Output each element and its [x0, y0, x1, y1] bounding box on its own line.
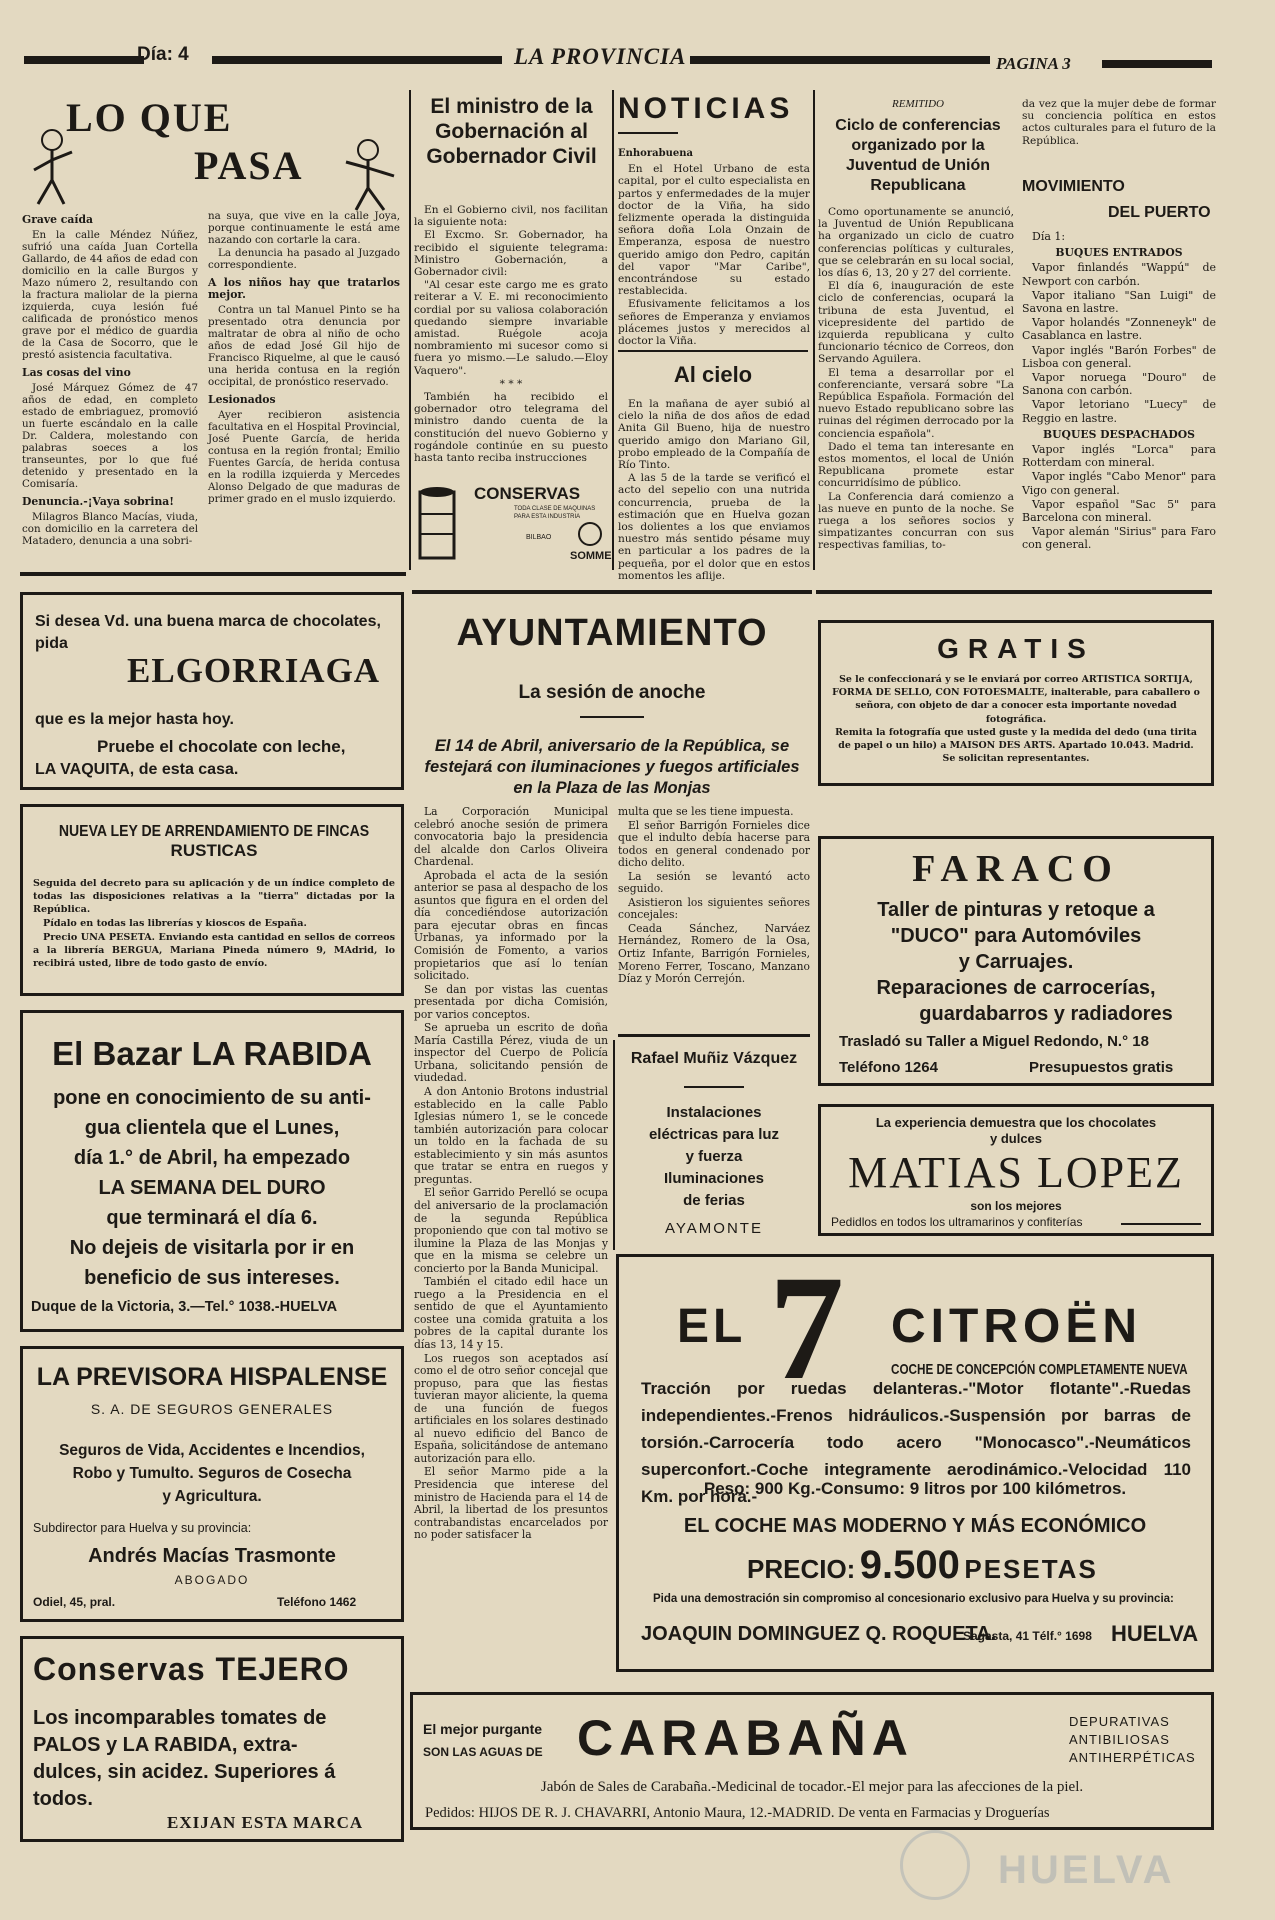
movimiento-body [1022, 230, 1216, 553]
header-day: Día: 4 [137, 44, 189, 65]
gratis-title: GRATIS [937, 633, 1095, 664]
ayuntamiento-para: La sesión se levantó acto seguido. [618, 869, 810, 896]
citroen-pida: Pida una demostración sin compromiso al concesionario exclusivo para Huelva y su provincia: [653, 1593, 1174, 1605]
huelva-watermark: HUELVA [998, 1848, 1175, 1892]
conservas-line: PARA ESTA INDUSTRIA [514, 514, 581, 520]
al-cielo-title: Al cielo [673, 362, 753, 387]
faraco-line: guardabarros y radiadores [919, 1003, 1173, 1025]
matias-line: Pedidlos en todos los ultramarinos y confiterías [831, 1215, 1083, 1229]
ayuntamiento-para: Los ruegos son aceptados así como el de otro señor concejal que propuso, para que las fiestas tuvieran mayor aliciente, la quema de una función de fuegos artificiales en los solares destinado al nuevo edificio del Banco de España, solicitándose de antemano autorización para ello. [414, 1351, 608, 1465]
bazar-line: beneficio de sus intereses. [84, 1267, 340, 1289]
lo-que-pasa-title-2: PASA [194, 143, 304, 188]
conservas-city: BILBAO [526, 534, 552, 541]
bazar-line: pone en conocimiento de su anti- [53, 1087, 371, 1109]
previsora-address: Odiel, 45, pral. [33, 1595, 116, 1609]
previsora-name: Andrés Macías Trasmonte [88, 1545, 336, 1567]
previsora-line: Seguros de Vida, Accidentes e Incendios, [59, 1442, 365, 1459]
carabana-line: SON LAS AGUAS DE [423, 1745, 543, 1759]
noticias-body [618, 148, 810, 348]
nueva-ley-title-1: NUEVA LEY DE ARRENDAMIENTO DE FINCAS [58, 823, 370, 840]
munoz-line: Instalaciones [666, 1104, 762, 1121]
citroen-sub: COCHE DE CONCEPCIÓN COMPLETAMENTE NUEVA [891, 1361, 1188, 1378]
munoz-ad [618, 1044, 810, 1244]
bazar-lines [23, 1083, 401, 1293]
tin-can-icon [414, 484, 462, 564]
ship-entry: Vapor inglés "Lorca" para Rotterdam con mineral. [1022, 443, 1216, 470]
carabana-r: DEPURATIVAS [1069, 1714, 1170, 1729]
faraco-line: Taller de pinturas y retoque a [877, 899, 1155, 921]
matias-line: son los mejores [970, 1199, 1062, 1213]
underline [1121, 1223, 1201, 1225]
ayuntamiento-para: También el citado edil hace un ruego a la Presidencia en el sentido de que el Ayuntamiento costee una comida gratuita a los pobres de la capital durante los días 13, 14 y 15. [414, 1275, 608, 1351]
gratis-text: Se le confeccionará y se le enviará por correo ARTISTICA SORTIJA, FORMA DE SELLO, CON FOTOESMALTE, inalterable, para caballero o señora, con objeto de dar a conocer esta importante novedad fotográfica. [832, 674, 1200, 725]
header-rule-right [1102, 60, 1212, 68]
carabana-brand: CARABAÑA [577, 1710, 914, 1766]
citroen-precio-value: 9.500 [859, 1543, 960, 1587]
cartoon-figures-icon [24, 120, 84, 210]
previsora-abogado: ABOGADO [174, 1573, 250, 1587]
carabana-jabon: Jabón de Sales de Carabaña.-Medicinal de tocador.-El mejor para las afecciones de la piel. [540, 1779, 1084, 1795]
column-rule [409, 90, 411, 570]
lo-que-pasa-col-1 [22, 208, 198, 548]
conservas-title: CONSERVAS [474, 484, 581, 503]
elgorriaga-line: Si desea Vd. una buena marca de chocolates, pida [35, 613, 381, 652]
previsora-line: Robo y Tumulto. Seguros de Cosecha [72, 1465, 352, 1482]
item-heading: Las cosas del vino [22, 366, 131, 379]
bazar-title: El Bazar LA RABIDA [52, 1035, 372, 1072]
column-rule [612, 90, 614, 570]
item-text: na suya, que vive en la calle Joya, porque continuamente le está ame nazando con cortarle la cara. [208, 210, 400, 246]
ministro-para: También ha recibido el gobernador otro telegrama del ministro dando cuenta de la constitución del nuevo Gobierno y rogándole continúe en su puesto hasta tanto reciba instrucciones [414, 391, 608, 465]
citroen-precio [747, 1543, 1207, 1588]
tejero-line: PALOS y LA RABIDA, extra- [33, 1734, 298, 1756]
faraco-lines [821, 897, 1211, 1027]
ciclo-title: Ciclo de conferencias organizado por la Juventud de Unión Republicana [835, 117, 1001, 194]
stars: * * * [499, 377, 523, 390]
movimiento-dia: Día 1: [1032, 230, 1066, 243]
faraco-line: Reparaciones de carrocerías, [876, 977, 1156, 999]
matias-line: La experiencia demuestra que los chocolates [875, 1115, 1157, 1130]
nueva-ley-body [33, 877, 395, 971]
bazar-address: Duque de la Victoria, 3.—Tel.° 1038.-HUELVA [31, 1299, 338, 1315]
ayuntamiento-para: Aprobada el acta de la sesión anterior se pasa al despacho de los asuntos que figura en el orden del día concediéndose autorización para ejecutar obras en fincas Urbanas, ya informado por la Comisión de Fomento, a varios propietarios que así lo tenían solicitado. [414, 868, 608, 983]
citroen-precio-label: PRECIO: [747, 1554, 856, 1584]
column-rule [813, 90, 815, 570]
faraco-title: FARACO [912, 848, 1120, 890]
previsora-subtitle: S. A. DE SEGUROS GENERALES [90, 1401, 334, 1417]
movimiento-title-1: MOVIMIENTO [1022, 178, 1125, 195]
nueva-ley-text: Pídalo en todas las librerías y kioscos de España. [43, 918, 307, 929]
section-rule [412, 590, 812, 594]
cartoon-figures-right-icon [338, 132, 404, 212]
ministro-para: El Excmo. Sr. Gobernador, ha recibido el siguiente telegrama: Ministro Gobernación, a Gobernador civil: [414, 229, 608, 279]
ciclo-para: El día 6, inauguración de este ciclo de conferencias, ocupará la tribuna de esta Juventud, el vicepresidente del partido de izquierda republicana y culto funcionario técnico de Correos, don Servando Aguilera. [818, 280, 1014, 366]
faraco-address: Trasladó su Taller a Miguel Redondo, N.° 18 [839, 1033, 1149, 1050]
al-cielo-body [618, 398, 810, 583]
ship-entry: Vapor noruega "Douro" de Sanona con carbón. [1022, 371, 1216, 398]
ship-entry: Vapor inglés "Cabo Menor" para Vigo con general. [1022, 470, 1216, 497]
elgorriaga-line: LA VAQUITA, de esta casa. [35, 761, 239, 778]
citroen-moderno: EL COCHE MAS MODERNO Y MÁS ECONÓMICO [683, 1515, 1147, 1537]
ayuntamiento-col-1 [414, 806, 608, 1543]
faraco-tel: Teléfono 1264 [839, 1059, 938, 1076]
faraco-line: "DUCO" para Automóviles [890, 925, 1142, 947]
item-text: La denuncia ha pasado al Juzgado correspondiente. [208, 247, 400, 271]
noticias-para: Efusivamente felicitamos a los señores de Emperanza y enviamos plácemes justos y merecidos al doctor la Viña. [618, 298, 810, 348]
carabana-r: ANTIBILIOSAS [1069, 1732, 1170, 1747]
item-text: En la calle Méndez Núñez, sufrió una caída Juan Cortella Gallardo, de 44 años de edad con domicilio en la calle Burgos y Mazo número 2, resultando con la fractura maliolar de la pierna izquierda, cuya lesión fué calificada de pronóstico menos grave por el médico de guardia de la Casa de Socorro, que le prestó asistencia facultativa. [22, 229, 198, 361]
citroen-body: Tracción por ruedas delanteras.-"Motor flotante".-Ruedas independientes.-Frenos hidráulicos.-Suspensión por barras de torsión.-Carrocería todo acero "Monocasco".-Neumáticos superconfort.-Coche integramente aerodinámico.-Velocidad 110 Km. por hora.- [641, 1379, 1191, 1506]
item-text: Ayer recibieron asistencia facultativa en el Hospital Provincial, José Puente García, de herida contusa en la región frontal; Emilio Fuentes García, de herida contusa en la rodilla izquierda y Mercedes Alonso Delgado de que maduras de primer grado en el muslo izquierdo. [208, 409, 400, 505]
elgorriaga-line: que es la mejor hasta hoy. [35, 711, 234, 728]
tejero-line: dulces, sin acidez. Superiores á [33, 1761, 336, 1783]
citroen-brand: CITROËN [891, 1300, 1142, 1353]
remitido-label: REMITIDO [892, 98, 944, 110]
ship-entry: Vapor alemán "Sirius" para Faro con general. [1022, 525, 1216, 552]
tejero-lines [33, 1705, 399, 1813]
entrados-heading: BUQUES ENTRADOS [1055, 246, 1183, 260]
bazar-line: LA SEMANA DEL DURO [98, 1177, 326, 1199]
ayuntamiento-headline: El 14 de Abril, aniversario de la República, se festejará con iluminaciones y fuegos artificiales en la Plaza de las Monjas [424, 737, 800, 797]
carabana-pedidos: Pedidos: HIJOS DE R. J. CHAVARRI, Antonio Maura, 12.-MADRID. De venta en Farmacias y Droguerías [425, 1805, 1050, 1821]
faraco-ad [818, 836, 1214, 1086]
divider [684, 1086, 744, 1088]
divider [618, 1034, 810, 1037]
munoz-line: y fuerza [685, 1148, 743, 1165]
al-cielo-para: En la mañana de ayer subió al cielo la niña de dos años de edad Anita Gil Bueno, hija de nuestro querido amigo don Mariano Gil, probo empleado de la Compañía de Río Tinto. [618, 398, 810, 472]
citroen-address: Sagasta, 41 Télf.° 1698 [963, 1629, 1092, 1643]
movimiento-title-2: DEL PUERTO [1108, 204, 1211, 221]
munoz-name: Rafael Muñiz Vázquez [630, 1050, 798, 1067]
item-heading: A los niños hay que tratarlos mejor. [208, 276, 400, 301]
ship-entry: Vapor italiano "San Luigi" de Savona en lastre. [1022, 288, 1216, 316]
previsora-title: LA PREVISORA HISPALENSE [36, 1363, 388, 1391]
noticias-underline [618, 132, 678, 134]
noticias-title: NOTICIAS [618, 92, 794, 125]
ministro-para: En el Gobierno civil, nos facilitan la siguiente nota: [414, 204, 608, 229]
bazar-ad [20, 1010, 404, 1332]
ship-entry: Vapor inglés "Barón Forbes" de Lisboa con general. [1022, 343, 1216, 370]
elgorriaga-brand: ELGORRIAGA [127, 651, 381, 690]
gratis-ad [818, 620, 1214, 786]
munoz-line: de ferias [683, 1192, 745, 1209]
ministro-title: El ministro de la Gobernación al Gobernador Civil [426, 95, 597, 168]
ciclo-para: Dado el tema tan interesante en estos momentos, el local de Unión Republicana promete estar concurridísimo de público. [818, 440, 1014, 490]
tejero-ad [20, 1636, 404, 1842]
nueva-ley-ad [20, 804, 404, 996]
carabana-r: ANTIHERPÉTICAS [1069, 1750, 1196, 1765]
citroen-dealer: JOAQUIN DOMINGUEZ Q. ROQUETA. [641, 1623, 997, 1645]
ship-entry: Vapor finlandés "Wappú" de Newport con carbón. [1022, 261, 1216, 288]
ayuntamiento-para: Asistieron los siguientes señores concejales: [618, 895, 810, 922]
citroen-peso: Peso: 900 Kg.-Consumo: 9 litros por 100 kilómetros. [703, 1479, 1127, 1498]
citroen-pesetas: PESETAS [964, 1554, 1098, 1584]
ayuntamiento-para: El señor Barrigón Fornieles dice que el indulto debía hacerse para todos en general condenado por dicho delito. [618, 818, 810, 870]
item-text: Milagros Blanco Macías, viuda, con domicilio en la carretera del Matadero, denuncia a una sobri- [22, 511, 198, 547]
matias-line: y dulces [989, 1131, 1043, 1146]
item-text: José Márquez Gómez de 47 años de edad, en completo estado de embriaguez, promovió un fuerte escándalo en la calle Dr. Caldera, molestando con palabras soeces a los transeuntes, por lo que fué detenido y presentado en la Comisaría. [22, 382, 198, 490]
previsora-tel: Teléfono 1462 [277, 1595, 357, 1609]
carabana-right [1069, 1713, 1196, 1767]
previsora-lines [23, 1439, 401, 1508]
section-rule [816, 590, 1212, 594]
ayuntamiento-para: Se dan por vistas las cuentas presentada por dicha Comisión, por varios conceptos. [414, 982, 608, 1021]
citroen-el: EL [677, 1300, 747, 1353]
citroen-ad [616, 1245, 1214, 1672]
carabana-line: El mejor purgante [423, 1721, 543, 1737]
ayuntamiento-sub: La sesión de anoche [518, 682, 706, 703]
ayuntamiento-para: Ceada Sánchez, Narváez Hernández, Romero de la Osa, Ortiz Infante, Barrigón Fornieles, Moreno Ferrer, Toscano, Manzano Díaz y Morón Cerrejón. [618, 921, 810, 986]
previsora-ad [20, 1346, 404, 1622]
matias-brand: MATIAS LOPEZ [848, 1148, 1184, 1197]
ciclo-para: Como oportunamente se anunció, la Juventud de Unión Republicana ha organizado un ciclo de cuatro conferencias políticas y culturales, que se celebrarán en su local social, los días 6, 13, 20 y 27 del corriente. [818, 206, 1014, 280]
ayuntamiento-para: Se aprueba un escrito de doña María Castilla Pérez, viuda de un inspector del Cuerpo de Policía Urbana, solicitando pensión de viudedad. [414, 1021, 608, 1085]
nueva-ley-text: Seguida del decreto para su aplicación y de un índice completo de todas las disposiciones relativas a la "tierra" dictadas por la República. [33, 878, 395, 915]
item-heading: Grave caída [22, 213, 94, 226]
conservas-brand: SOMME [570, 550, 612, 562]
watermark-seal-icon [900, 1830, 970, 1900]
movimiento-lead: da vez que la mujer debe de formar su conciencia política en estos actos culturales para el futuro de la República. [1022, 98, 1216, 147]
munoz-city: AYAMONTE [665, 1220, 763, 1237]
header-title: LA PROVINCIA [514, 44, 687, 69]
nueva-ley-title-2: RUSTICAS [170, 841, 258, 860]
noticias-sub: Enhorabuena [618, 148, 693, 159]
ciclo-para: La Conferencia dará comienzo a las nueve en punto de la noche. Se ruega a los señores socios y simpatizantes concurran con sus respectivas familias, to- [818, 490, 1014, 552]
ship-entry: Vapor holandés "Zonneneyk" de Casablanca en lastre. [1022, 316, 1216, 343]
faraco-line: y Carruajes. [958, 951, 1074, 973]
divider [618, 350, 808, 352]
bazar-line: No dejeis de visitarla por ir en [69, 1237, 355, 1259]
header-rule-left [24, 56, 144, 64]
ciclo-body [818, 206, 1014, 553]
header-rule-mid1 [212, 56, 502, 64]
ayuntamiento-title: AYUNTAMIENTO [456, 612, 768, 654]
ayuntamiento-para: A don Antonio Brotons industrial establecido en la calle Pablo Iglesias número 1, se le concede también autorización para colocar un toldo en la fachada de su establecimiento y sin más asuntos que tratar se entra en ruegos y preguntas. [414, 1085, 608, 1186]
gratis-text: Se solicitan representantes. [942, 753, 1090, 765]
ministro-para: "Al cesar este cargo me es grato reiterar a V. E. mi reconocimiento cordial por su valiosa colaboración quedando siempre invariable amistad. Ruégole acoja nombramiento mi sucesor como si fuera yo mismo.—Le saludo.—Eloy Vaquero". [414, 279, 608, 377]
ship-entry: Vapor letoriano "Luecy" de Reggio en lastre. [1022, 398, 1216, 425]
munoz-line: Iluminaciones [663, 1170, 765, 1187]
ministro-body [414, 204, 608, 465]
header-page: PAGINA 3 [996, 54, 1071, 73]
bazar-line: gua clientela que el Lunes, [84, 1117, 340, 1139]
ayuntamiento-para: La Corporación Municipal celebró anoche sesión de primera convocatoria bajo la presidencia del alcalde don Carlos Oliveira Chardenal. [414, 805, 608, 869]
section-rule [20, 572, 406, 576]
tejero-title: Conservas TEJERO [33, 1651, 350, 1687]
nueva-ley-text: Precio UNA PESETA. Enviando esta cantidad en sellos de correos a la librería BERGUA, Mariana Pineda número 9, MAdrid, lo recibirá usted, libre de todo gasto de envío. [33, 932, 395, 969]
faraco-presupuestos: Presupuestos gratis [1029, 1059, 1174, 1076]
elgorriaga-line: Pruebe el chocolate con leche, [97, 737, 346, 756]
item-heading: Lesionados [208, 393, 276, 406]
munoz-line: eléctricas para luz [648, 1126, 780, 1143]
lo-que-pasa-section [20, 90, 404, 560]
header-rule-mid2 [690, 56, 990, 64]
al-cielo-para: A las 5 de la tarde se verificó el acto del sepelio con una nutrida concurrencia, prueba de la estimación que en Huelva gozan los dolientes a los que enviamos nuestro más sentido pésame muy en particular a los padres de la pequeña, por el dolor que en estos momentos les aflije. [618, 472, 810, 582]
bazar-line: día 1.° de Abril, ha empezado [73, 1147, 351, 1169]
lo-que-pasa-col-2 [208, 210, 400, 506]
nueva-ley-title [31, 823, 397, 861]
item-text: Contra un tal Manuel Pinto se ha presentado otra denuncia por maltratar de obra al niño de ocho años de edad José Gil hijo de Francisco Riquelme, al que le causó una herida contusa en la región occipital, de pronóstico reservado. [208, 304, 400, 388]
ayuntamiento-para: multa que se les tiene impuesta. [618, 805, 794, 818]
column-rule [613, 1040, 615, 1250]
divider [580, 716, 644, 718]
tejero-line: todos. [33, 1788, 93, 1810]
ship-entry: Vapor español "Sac 5" para Barcelona con mineral. [1022, 497, 1216, 525]
lo-que-pasa-title-1: LO QUE [66, 95, 233, 140]
despachados-heading: BUQUES DESPACHADOS [1043, 427, 1195, 441]
previsora-sub: Subdirector para Huelva y su provincia: [33, 1521, 252, 1535]
ayuntamiento-col-2 [618, 806, 810, 987]
citroen-city: HUELVA [1111, 1621, 1199, 1646]
conservas-ad [414, 478, 610, 570]
tejero-exijan: EXIJAN ESTA MARCA [167, 1813, 364, 1832]
bazar-line: que terminará el día 6. [106, 1207, 318, 1229]
noticias-para: En el Hotel Urbano de esta capital, por el culto especialista en partos y enfermedades de la mujer doctor de la Viña, ha sido felizmente operada la distinguida señora doña Lola Onzain de Emperanza, esposa de nuestro querido amigo don Pedro, capitán del vapor "Mar Caribe", encontrándose su estado restablecida. [618, 163, 810, 298]
item-heading: Denuncia.-¡Vaya sobrina! [22, 495, 175, 508]
munoz-lines [618, 1102, 810, 1212]
somme-seal-icon [578, 522, 602, 546]
tejero-line: Los incomparables tomates de [33, 1707, 327, 1729]
conservas-line: TODA CLASE DE MAQUINAS [514, 506, 596, 512]
ayuntamiento-para: El señor Garrido Perelló se ocupa del aniversario de la proclamación de la segunda República proponiendo que con tal motivo se ilumine la Plaza de las Monjas y que en la misma se celebre un concierto por la Banda Municipal. [414, 1186, 608, 1275]
elgorriaga-ad [20, 592, 404, 790]
matias-lopez-ad [818, 1104, 1214, 1236]
gratis-body [831, 673, 1201, 765]
ayuntamiento-para: El señor Marmo pide a la Presidencia que interese del ministro de Hacienda para el 14 de Abril, la libertad de los presuntos contrabandistas encarcelados por no poder satisfacer la [414, 1465, 608, 1542]
gratis-text: Remita la fotografía que usted guste y la medida del dedo (una tirita de papel o un hilo) a MAISON DES ARTS. Apartado 10.043. Madrid. [835, 726, 1197, 752]
citroen-seven: 7 [769, 1245, 844, 1411]
ciclo-para: El tema a desarrollar por el conferenciante, versará sobre "La República Española. Formación del nuevo Estado republicano sobre las ruinas del régimen derrocado por la conciencia española". [818, 366, 1014, 440]
previsora-line: y Agricultura. [162, 1488, 262, 1505]
carabana-ad [410, 1692, 1214, 1830]
